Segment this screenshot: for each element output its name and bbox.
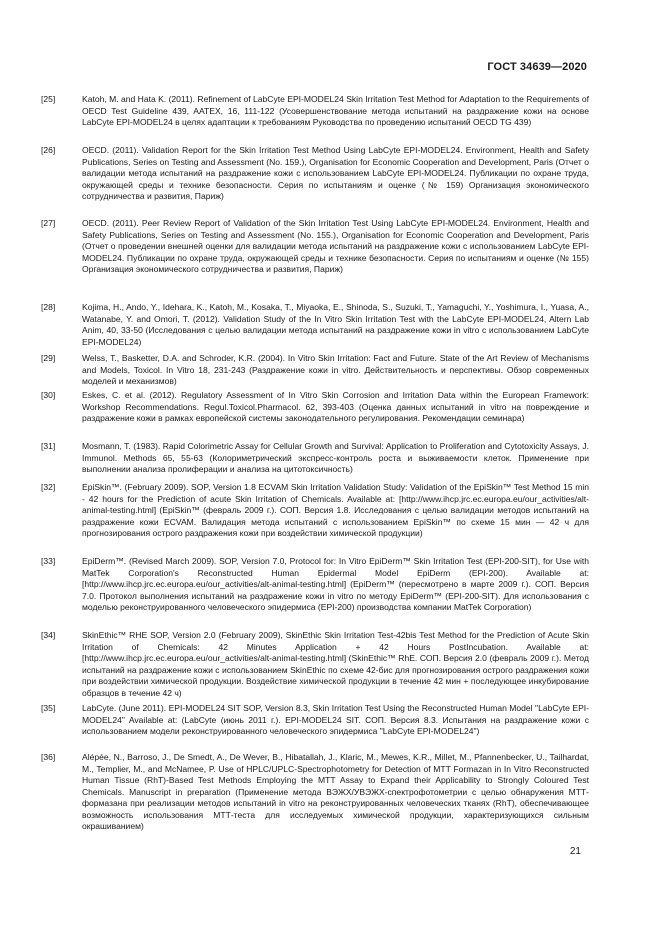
reference-item [41,482,589,556]
reference-number: [29] [41,353,56,363]
reference-text: Eskes, C. et al. (2012). Regulatory Assessment of In Vitro Skin Corrosion and Irritation Data within the European Framework: Workshop Recommendations. Regul.Toxicol.Pharmacol. 62, 393-403 (Оценка данных испытаний in vitro на повреждение и раздражение кожи в рамках европейской системы законодательного регулирования. Рекомендации семинара) [82,390,589,424]
reference-number: [31] [41,441,56,451]
reference-item [41,94,589,145]
reference-text: Welss, T., Basketter, D.A. and Schroder, K.R. (2004). In Vitro Skin Irritation: Fact and Future. State of the Art Review of Mechanisms and Models, Toxicol. In Vitro 18, 231-243 (Раздражение кожи in vitro. Действительность и перспективы. Обзор современных моделей и механизмов) [82,353,589,387]
reference-text: OECD. (2011). Peer Review Report of Validation of the Skin Irritation Test Using LabCyte EPI-MODEL24. Environment, Health and Safety Publications, Series on Testing and Assessment (No. 155.), Organisation for Economic Cooperation and Development, Paris (Отчет о проведении внешней оценки для валидации метода испытаний на раздражение кожи с использованием LabCyte EPI-MODEL24. Публикации по охране труда, окружающей среды и технике безопасности. Серия по испытаниям и оценке (№ 155) Организация экономического сотрудничества и развития, Париж) [82,218,589,275]
reference-item [41,556,589,630]
reference-item [41,703,589,752]
reference-item [41,353,589,390]
reference-item [41,390,589,441]
reference-number: [30] [41,390,56,400]
reference-number: [35] [41,703,56,713]
reference-text: Kojima, H., Ando, Y., Idehara, K., Katoh, M., Kosaka, T., Miyaoka, E., Shinoda, S., Suzuki, T., Yamaguchi, Y., Yoshimura, I., Yuasa, A., Watanabe, Y. and Omori, T. (2012). Validation Study of the In Vitro Skin Irritation Test with the LabCyte EPI-MODEL24, Altern Lab Anim, 40, 33-50 (Исследования с целью валидации метода испытаний на раздражение кожи in vitro с использованием LabCyte EPI-MODEL24) [82,302,589,347]
reference-item [41,145,589,218]
reference-text: SkinEthic™ RHE SOP, Version 2.0 (February 2009), SkinEthic Skin Irritation Test-42bis Test Method for the Prediction of Acute Skin Irritation of Chemicals: 42 Minutes Application + 42 Hours PostIncubation. Available at: [http://www.ihcp.jrc.ec.europa.eu/our_activities/alt-animal-testing.html] (SkinEthic™ RhE. СОП. Версия 2.0 (февраль 2009 г.). Метод испытаний на раздражение кожи с использованием SkinEthic по схеме 42-бис для прогнозирования острого раздражения кожи при воздействии химической продукции. Воздействие химической продукции в течение 42 мин + последующее инкубирование образцов в течение 42 ч) [82,630,589,698]
reference-item [41,441,589,482]
reference-item [41,630,589,703]
reference-number: [25] [41,94,56,104]
reference-item [41,752,589,832]
reference-text: Alépée, N., Barroso, J., De Smedt, A., De Wever, B., Hibatallah, J., Klaric, M., Mewes, K.R., Millet, M., Pfannenbecker, U., Tailhardat, M., Templier, M., and McNamee, P. Use of HPLC/UPLC-Spectrophotometry for Detection of MTT Formazan in In Vitro Reconstructed Human Tissue (RhT)-Based Test Methods Employing the MTT Assay to Expand their Applicability to Strongly Coloured Test Chemicals. Manuscript in preparation (Применение метода ВЭЖХ/УВЭЖХ-спектрофотометрии с целью обнаружения МТТ-формазана при реализации методов испытаний in vitro на реконструированных человеческих тканях (RhT), обеспечивающее возможность использования МТТ-теста для исследуемых химической продукции, характеризующихся сильным окрашиванием) [82,752,589,832]
reference-item [41,218,589,302]
reference-text: Mosmann, T. (1983). Rapid Colorimetric Assay for Cellular Growth and Survival: Application to Proliferation and Cytotoxicity Assays, J. Immunol. Methods 65, 55-63 (Колориметрический экспресс-контроль роста и выживаемости клеток. Применение при выполнении анализа пролиферации и анализа на цитотоксичность) [82,441,589,475]
reference-list [41,94,589,832]
reference-text: Katoh, M. and Hata K. (2011). Refinement of LabCyte EPI-MODEL24 Skin Irritation Test Method for Adaptation to the Requirements of OECD Test Guideline 439, AATEX, 16, 111-122 (Усовершенствование метода испытаний на раздражение кожи на основе LabCyte EPI-MODEL24 в целях адаптации к требованиям Руководства по проведению испытаний OECD TG 439) [82,94,589,128]
reference-number: [32] [41,482,56,492]
reference-number: [28] [41,302,56,312]
reference-number: [33] [41,556,56,566]
reference-text: OECD. (2011). Validation Report for the Skin Irritation Test Method Using LabCyte EPI-MODEL24. Environment, Health and Safety Publications, Series on Testing and Assessment (No. 159.), Organisation for Economic Cooperation and Development, Paris (Отчет о валидации метода испытаний на раздражение кожи с использованием LabCyte EPI-MODEL24. Публикации по охране труда, окружающей среды и технике безопасности. Серия по испытаниям и оценке (№ 159) Организация экономического сотрудничества и развития, Париж) [82,145,589,202]
reference-number: [36] [41,752,56,762]
page-number: 21 [569,846,581,857]
reference-item [41,302,589,353]
standard-designation: ГОСТ 34639—2020 [487,61,587,73]
reference-text: LabCyte. (June 2011). EPI-MODEL24 SIT SOP, Version 8.3, Skin Irritation Test Using the Reconstructed Human Model "LabCyte EPI-MODEL24" Available at: (LabCyte (июнь 2011 г.). EPI-MODEL24 SIT. СОП. Версия 8.3. Испытания на раздражение кожи с использованием модели реконструированного человеческого эпидермиса "LabCyte EPI-MODEL24") [82,703,589,737]
reference-text: EpiSkin™. (February 2009). SOP, Version 1.8 ECVAM Skin Irritation Validation Study: Validation of the EpiSkin™ Test Method 15 min - 42 hours for the Prediction of acute Skin Irritation of Chemicals. Available at: [http://www.ihcp.jrc.ec.europa.eu/our_activities/alt-animal-testing.html] (EpiSkin™ (февраль 2009 г.). СОП. Версия 1.8. Исследования с целью валидации методов испытаний на раздражение кожи ECVAM. Валидация метода испытаний с использованием EpiSkin™ по схеме 15 мин — 42 ч для прогнозирования острого раздражения кожи при воздействии химической продукции) [82,482,589,539]
reference-number: [27] [41,218,56,228]
reference-number: [26] [41,145,56,155]
reference-text: EpiDerm™. (Revised March 2009). SOP, Version 7.0, Protocol for: In Vitro EpiDerm™ Skin Irritation Test (EPI-200-SIT), for Use with MatTek Corporation's Reconstructed Human Epidermal Model EpiDerm (EPI-200). Available at: [http://www.ihcp.jrc.ec.europa.eu/our_activities/alt-animal-testing.html] (EpiDerm™ (пересмотрено в марте 2009 г.). СОП. Версия 7.0. Протокол выполнения испытаний на раздражение кожи in vitro по методу EpiDerm™ (EPI-200-SIT). Для использования с моделью реконструированного человеческого эпидермиса (EPI-200) производства компании MatTek Corporation) [82,556,589,613]
reference-number: [34] [41,630,56,640]
